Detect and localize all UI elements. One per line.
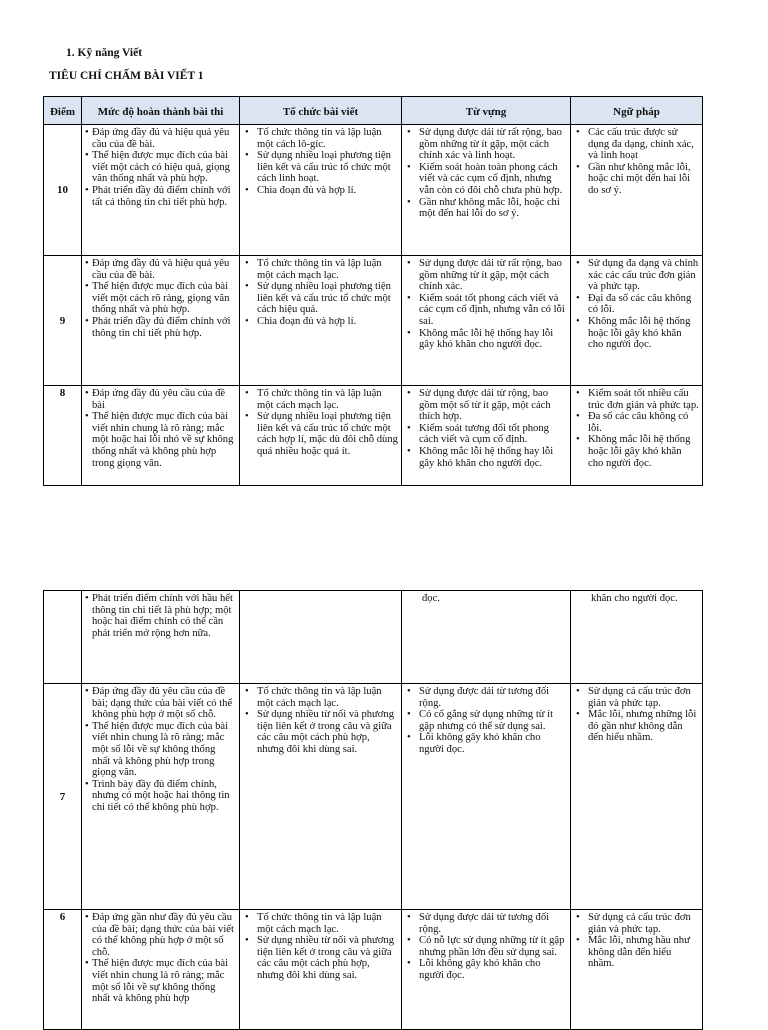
organization-cell [240,125,402,256]
table-row [44,910,703,1030]
criterion-item: • Thể hiện được mục đích của bài viết một cách rõ ràng, giọng văn thống nhất và phù hợp. [85,281,236,316]
grammar-cell [571,125,703,256]
criteria-list [405,686,567,756]
criteria-list [574,388,699,469]
criterion-item: • Sử dụng đa dạng và chính xác các cấu trúc đơn giản và phức tạp. [574,258,699,293]
criterion-item: • Sử dụng nhiều loại phương tiện liên kết và cấu trúc tổ chức một cách linh hoạt. [243,150,398,185]
table-title: TIÊU CHÍ CHẤM BÀI VIẾT 1 [49,70,204,82]
criterion-item: • Sử dụng cả cấu trúc đơn giản và phức tạp. [574,912,699,935]
header-vocabulary: Từ vựng [402,97,571,125]
criterion-item: • Kiểm soát tốt phong cách viết và các cụm cố định, nhưng vẫn có lỗi sai. [405,293,567,328]
criteria-list [405,912,567,982]
criterion-item: • Phát triển đầy đủ điểm chính với tất cả thông tin chi tiết phù hợp. [85,185,236,208]
rubric-table-page-2 [43,590,703,1030]
rubric-table-page-1 [43,96,703,486]
criterion-item: • Sử dụng cả cấu trúc đơn giản và phức tạp. [574,686,699,709]
criterion-item: • Không mắc lỗi hệ thống hoặc lỗi gây khó khăn cho người đọc. [574,434,699,469]
organization-cell [240,684,402,910]
header-grammar: Ngữ pháp [571,97,703,125]
criterion-item: • Tổ chức thông tin và lập luận một cách mạch lạc. [243,912,398,935]
criterion-item: • Lỗi không gây khó khăn cho người đọc. [405,732,567,755]
organization-cell [240,910,402,1030]
header-organization: Tổ chức bài viết [240,97,402,125]
criterion-item: • Thể hiện được mục đích của bài viết một cách có hiệu quả, giọng văn thống nhất và phù hợp. [85,150,236,185]
criteria-list [243,388,398,458]
criteria-list [85,258,236,339]
criterion-item: • Sử dụng được dải từ tương đối rộng. [405,686,567,709]
vocabulary-cell [402,910,571,1030]
criterion-item: • Chia đoạn đủ và hợp lí. [243,316,398,328]
criterion-item: • Tổ chức thông tin và lập luận một cách lô-gíc. [243,127,398,150]
vocabulary-cell [402,386,571,486]
criterion-item: • Đáp ứng đầy đủ yêu cầu của đề bài [85,388,236,411]
criteria-list [574,258,699,351]
criterion-item: • Sử dụng được dải từ rộng, bao gồm một số từ ít gặp, một cách thích hợp. [405,388,567,423]
vocabulary-cell [402,684,571,910]
criterion-item: • Thể hiện được mục đích của bài viết nhìn chung là rõ ràng; mắc một số lỗi về sự không thống nhất và không phù hợp trong giọng văn. [85,721,236,779]
criterion-item: • Gần như không mắc lỗi, hoặc chỉ một đến hai lỗi do sơ ý. [405,197,567,220]
continued-text: đọc. [422,593,440,604]
criterion-item: • Sử dụng được dải từ tương đối rộng. [405,912,567,935]
table-row [44,386,703,486]
continued-text: khăn cho người đọc. [591,593,678,604]
criterion-item: • Đáp ứng đầy đủ và hiệu quả yêu cầu của đề bài. [85,127,236,150]
criterion-item: • Các cấu trúc được sử dụng đa dạng, chính xác, và linh hoạt [574,127,699,162]
criteria-list [243,127,398,197]
score-cell: 6 [44,910,82,1030]
criteria-list [243,258,398,328]
criteria-list [85,388,236,469]
vocabulary-cell [402,591,571,684]
criterion-item: • Sử dụng nhiều từ nối và phương tiện liên kết ở trong câu và giữa các câu một cách phù hợp, nhưng đôi khi dùng sai. [243,709,398,755]
grammar-cell [571,910,703,1030]
grammar-cell [571,684,703,910]
organization-cell [240,591,402,684]
organization-cell [240,386,402,486]
criterion-item: • Không mắc lỗi hệ thống hay lỗi gây khó khăn cho người đọc. [405,446,567,469]
score-cell [44,591,82,684]
criterion-item: • Kiểm soát hoàn toàn phong cách viết và các cụm cố định, nhưng vẫn còn có đôi chỗ chưa phù hợp. [405,162,567,197]
criterion-item: • Không mắc lỗi hệ thống hay lỗi gây khó khăn cho người đọc. [405,328,567,351]
criterion-item: • Phát triển điểm chính với hầu hết thông tin chi tiết là phù hợp; một hoặc hai điểm chính có thể cần phát triển mở rộng hơn nữa. [85,593,236,639]
vocabulary-cell [402,125,571,256]
criteria-list [85,912,236,1005]
criterion-item: • Sử dụng nhiều loại phương tiện liên kết và cấu trúc tổ chức một cách hiệu quả. [243,281,398,316]
criterion-item: • Đáp ứng gần như đầy đủ yêu cầu của đề bài; dạng thức của bài viết có thể không phù hợp ở một số chỗ. [85,912,236,958]
task-cell [82,684,240,910]
task-cell [82,125,240,256]
criteria-list [85,686,236,814]
criteria-list [405,388,567,469]
criterion-item: • Thể hiện được mục đích của bài viết nhìn chung là rõ ràng; mắc một hoặc hai lỗi nhỏ về sự không thống nhất và không phù hợp trong giọng văn. [85,411,236,469]
table-row [44,125,703,256]
criterion-item: • Trình bày đầy đủ điểm chính, nhưng có một hoặc hai thông tin chi tiết có thể không phù hợp. [85,779,236,814]
header-score: Điểm [44,97,82,125]
criterion-item: • Phát triển đầy đủ điểm chính với thông tin chi tiết phù hợp. [85,316,236,339]
criterion-item: • Đa số các câu không có lỗi. [574,411,699,434]
criteria-list [243,686,398,756]
criterion-item: • Kiểm soát tương đối tốt phong cách viết và cụm cố định. [405,423,567,446]
task-cell [82,386,240,486]
criteria-list [405,258,567,351]
criterion-item: • Gần như không mắc lỗi, hoặc chỉ một đến hai lỗi do sơ ý. [574,162,699,197]
task-cell [82,910,240,1030]
table-row [44,684,703,910]
criterion-item: • Sử dụng nhiều loại phương tiện liên kết và cấu trúc tổ chức một cách hợp lí, mặc dù đôi chỗ dùng quá nhiều hoặc quá ít. [243,411,398,457]
table-row [44,256,703,386]
criteria-list [85,593,236,639]
grammar-cell [571,591,703,684]
criteria-list [574,127,699,197]
criterion-item: • Sử dụng được dải từ rất rộng, bao gồm những từ ít gặp, một cách chính xác. [405,258,567,293]
criterion-item: • Mắc lỗi, nhưng hầu như không dẫn đến hiểu nhầm. [574,935,699,970]
criterion-item: • Có nỗ lực sử dụng những từ ít gặp nhưng phần lớn đều sử dụng sai. [405,935,567,958]
header-task: Mức độ hoàn thành bài thi [82,97,240,125]
criterion-item: • Mắc lỗi, nhưng những lỗi đó gần như không dẫn đến hiểu nhầm. [574,709,699,744]
criteria-list [574,686,699,744]
criterion-item: • Không mắc lỗi hệ thống hoặc lỗi gây khó khăn cho người đọc. [574,316,699,351]
criterion-item: • Có cố gắng sử dụng những từ ít gặp nhưng có thể sử dụng sai. [405,709,567,732]
header-row [44,97,703,125]
score-cell: 9 [44,256,82,386]
table-row-continued [44,591,703,684]
criterion-item: • Lỗi không gây khó khăn cho người đọc. [405,958,567,981]
vocabulary-cell [402,256,571,386]
grammar-cell [571,256,703,386]
score-cell: 7 [44,684,82,910]
criterion-item: • Tổ chức thông tin và lập luận một cách mạch lạc. [243,686,398,709]
criteria-list [243,912,398,982]
criterion-item: • Tổ chức thông tin và lập luận một cách mạch lạc. [243,258,398,281]
criterion-item: • Chia đoạn đủ và hợp lí. [243,185,398,197]
criteria-list [405,127,567,220]
score-cell: 8 [44,386,82,486]
criteria-list [85,127,236,208]
grammar-cell [571,386,703,486]
task-cell [82,591,240,684]
criterion-item: • Sử dụng nhiều từ nối và phương tiện liên kết ở trong câu và giữa các câu một cách phù hợp, nhưng đôi khi dùng sai. [243,935,398,981]
organization-cell [240,256,402,386]
task-cell [82,256,240,386]
criterion-item: • Kiểm soát tốt nhiều cấu trúc đơn giản và phức tạp. [574,388,699,411]
score-cell: 10 [44,125,82,256]
criterion-item: • Đại đa số các câu không có lỗi. [574,293,699,316]
criterion-item: • Đáp ứng đầy đủ và hiệu quả yêu cầu của đề bài. [85,258,236,281]
criterion-item: • Đáp ứng đầy đủ yêu cầu của đề bài; dạng thức của bài viết có thể không phù hợp ở một số chỗ. [85,686,236,721]
criterion-item: • Sử dụng được dải từ rất rộng, bao gồm những từ ít gặp, một cách chính xác và linh hoạt. [405,127,567,162]
criterion-item: • Tổ chức thông tin và lập luận một cách mạch lạc. [243,388,398,411]
criterion-item: • Thể hiện được mục đích của bài viết nhìn chung là rõ ràng; mắc một số lỗi về sự không thống nhất và không phù hợp [85,958,236,1004]
criteria-list [574,912,699,970]
section-heading: 1. Kỹ năng Viết [66,47,143,59]
